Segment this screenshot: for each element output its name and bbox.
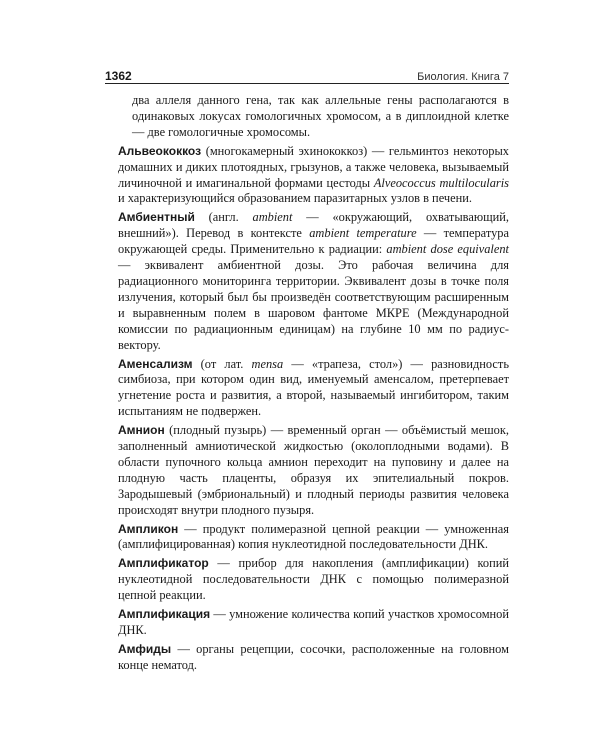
entry-term: Амплификация — [118, 607, 211, 622]
entry-foreign-word: ambient — [252, 210, 293, 225]
entry-definition: — температура окружающей среды. Применительно к радиации: — [118, 226, 509, 257]
entry-definition: — умножение количества копий участков хромосомной ДНК. — [118, 607, 509, 637]
entry-amplificator — [118, 556, 509, 604]
entry-ambient — [118, 210, 509, 353]
entry-term: Амфиды — [118, 641, 172, 656]
entry-term: Амбиентный — [118, 210, 195, 225]
dictionary-text-column — [118, 93, 509, 677]
header-divider — [105, 83, 509, 84]
entry-definition: — органы рецепции, сосочки, расположенные на головном конце нематод. — [118, 641, 509, 672]
page-header — [105, 63, 509, 83]
entry-term: Ампликон — [118, 521, 179, 536]
entry-definition: — прибор для накопления (амплификации) копий нуклеотидной последовательности ДНК с помощью полимеразной цепной реакции. — [118, 556, 509, 603]
entry-definition: (англ. — [194, 210, 253, 225]
entry-amensalism — [118, 357, 509, 421]
entry-definition: — продукт полимеразной цепной реакции — умноженная (амплифицированная) копия нуклеотидной последовательности ДНК. — [118, 521, 509, 552]
entry-definition: (от лат. — [192, 356, 252, 371]
entry-definition: и характеризующийся образованием паразитарных узлов в печени. — [118, 191, 472, 206]
entry-foreign-word: ambient temperature — [309, 226, 417, 241]
entry-alveococcosis — [118, 144, 509, 208]
entry-amplicon — [118, 522, 509, 554]
entry-term: Амнион — [118, 423, 165, 438]
entry-foreign-word: mensa — [251, 356, 284, 371]
entry-foreign-word: ambient dose equivalent — [386, 242, 509, 257]
entry-latin-name: Alveococcus multilocularis — [373, 175, 509, 190]
entry-term: Амплификатор — [118, 556, 209, 571]
entry-amphids — [118, 642, 509, 674]
entry-definition: — «окружающий, охватывающий, внешний»). Перевод в контексте — [118, 210, 509, 241]
running-title: Биология. Книга 7 — [417, 71, 509, 83]
entry-term: Альвеококкоз — [118, 143, 202, 158]
entry-definition: (многокамерный эхинококкоз) — гельминтоз некоторых домашних и диких плотоядных, грызунов, а также человека, вызываемый личиночной и имагинальной формами цестоды — [118, 143, 509, 190]
page-number: 1362 — [105, 69, 132, 83]
entry-amplification — [118, 607, 509, 639]
continuation-text: два аллеля данного гена, так как аллельные гены располагаются в одинаковых локусах гомологичных хромосом, а в диплоидной клетке — две гомологичные хромосомы. — [132, 93, 509, 139]
entry-amnion — [118, 423, 509, 518]
entry-definition: (плодный пузырь) — временный орган — объёмистый мешок, заполненный амниотической жидкостью (околоплодными водами). В области пупочного кольца амнион переходит на пуповину и далее на плодную часть плаценты, образуя их эпителиальный покров. Зародышевый (эмбриональный) и плодный периоды развития человека происходят внутри плодного пузыря. — [118, 423, 509, 517]
entry-definition: — эквивалент амбиентной дозы. Это рабочая величина для радиационного мониторинга территории. Эквивалент дозы в точке поля излучения, который был бы произведён соответствующим расширенным и выравненным полем в шаровом фантоме МКРЕ (Международной комиссии по радиационным единицам) на глубине 10 мм по радиус-вектору. — [118, 258, 509, 352]
entry-term: Аменсализм — [118, 356, 193, 371]
entry-definition: — «трапеза, стол») — разновидность симбиоза, при котором один вид, именуемый аменсалом, претерпевает угнетение роста и развития, а второй, называемый ингибитором, таким испытаниям не подвержен. — [118, 356, 509, 419]
continuation-paragraph — [132, 93, 509, 141]
